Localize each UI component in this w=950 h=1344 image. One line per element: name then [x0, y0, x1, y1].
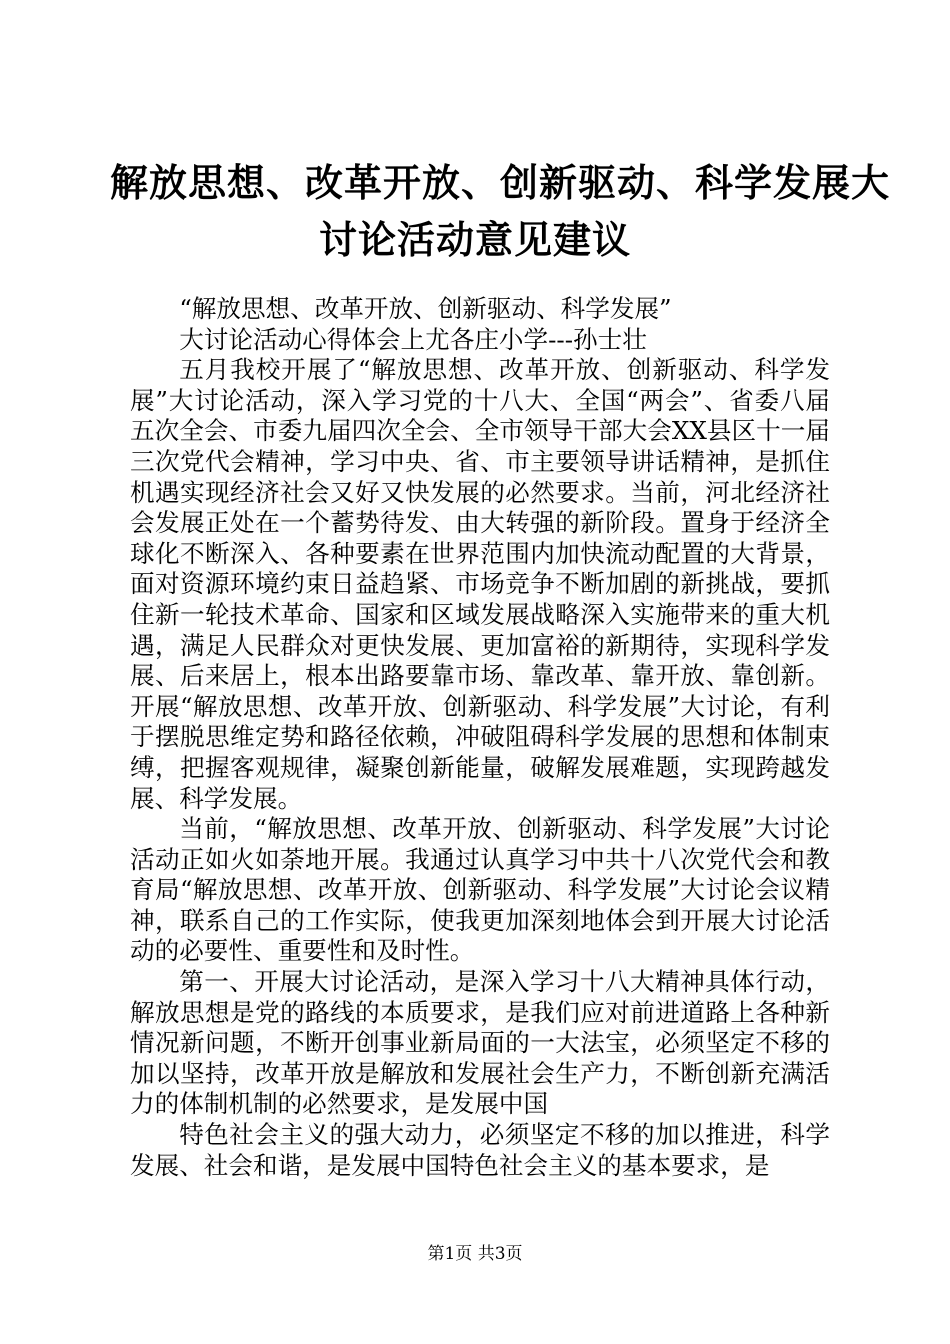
document-title-line-2: 讨论活动意见建议: [318, 217, 631, 262]
body-paragraph: 五月我校开展了“解放思想、改革开放、创新驱动、科学发展”大讨论活动，深入学习党的十八大、全国“两会”、省委八届五次全会、市委九届四次全会、全市领导干部大会XX县区十一届三次党代会精神，学习中央、省、市主要领导讲话精神，是抓住机遇实现经济社会又好又快发展的必然要求。当前，河北经济社会发展正处在一个蓄势待发、由大转强的新阶段。置身于经济全球化不断深入、各种要素在世界范围内加快流动配置的大背景，面对资源环境约束日益趋紧、市场竞争不断加剧的新挑战，要抓住新一轮技术革命、国家和区域发展战略深入实施带来的重大机遇，满足人民群众对更快发展、更加富裕的新期待，实现科学发展、后来居上，根本出路要靠市场、靠改革、靠开放、靠创新。开展“解放思想、改革开放、创新驱动、科学发展”大讨论，有利于摆脱思维定势和路径依赖，冲破阻碍科学发展的思想和体制束缚，把握客观规律，凝聚创新能量，破解发展难题，实现跨越发展、科学发展。: [130, 355, 830, 813]
body-paragraph: 第一、开展大讨论活动，是深入学习十八大精神具体行动，解放思想是党的路线的本质要求，是我们应对前进道路上各种新情况新问题，不断开创事业新局面的一大法宝，必须坚定不移的加以坚持，改革开放是解放和发展社会生产力，不断创新充满活力的体制机制的必然要求，是发展中国: [130, 967, 830, 1119]
page-footer: 第1页 共3页: [427, 1244, 523, 1264]
body-paragraph: 当前，“解放思想、改革开放、创新驱动、科学发展”大讨论活动正如火如荼地开展。我通过认真学习中共十八次党代会和教育局“解放思想、改革开放、创新驱动、科学发展”大讨论会议精神，联系自己的工作实际，使我更加深刻地体会到开展大讨论活动的必要性、重要性和及时性。: [130, 814, 830, 966]
document-title-line-1: 解放思想、改革开放、创新驱动、科学发展大: [110, 160, 891, 205]
subtitle-quote: “解放思想、改革开放、创新驱动、科学发展”: [179, 294, 672, 323]
body-paragraph: 特色社会主义的强大动力，必须坚定不移的加以推进，科学发展、社会和谐，是发展中国特色社会主义的基本要求，是: [130, 1120, 830, 1180]
byline: 大讨论活动心得体会上尤各庄小学---孙士壮: [179, 324, 647, 354]
document-body: [130, 294, 830, 1181]
